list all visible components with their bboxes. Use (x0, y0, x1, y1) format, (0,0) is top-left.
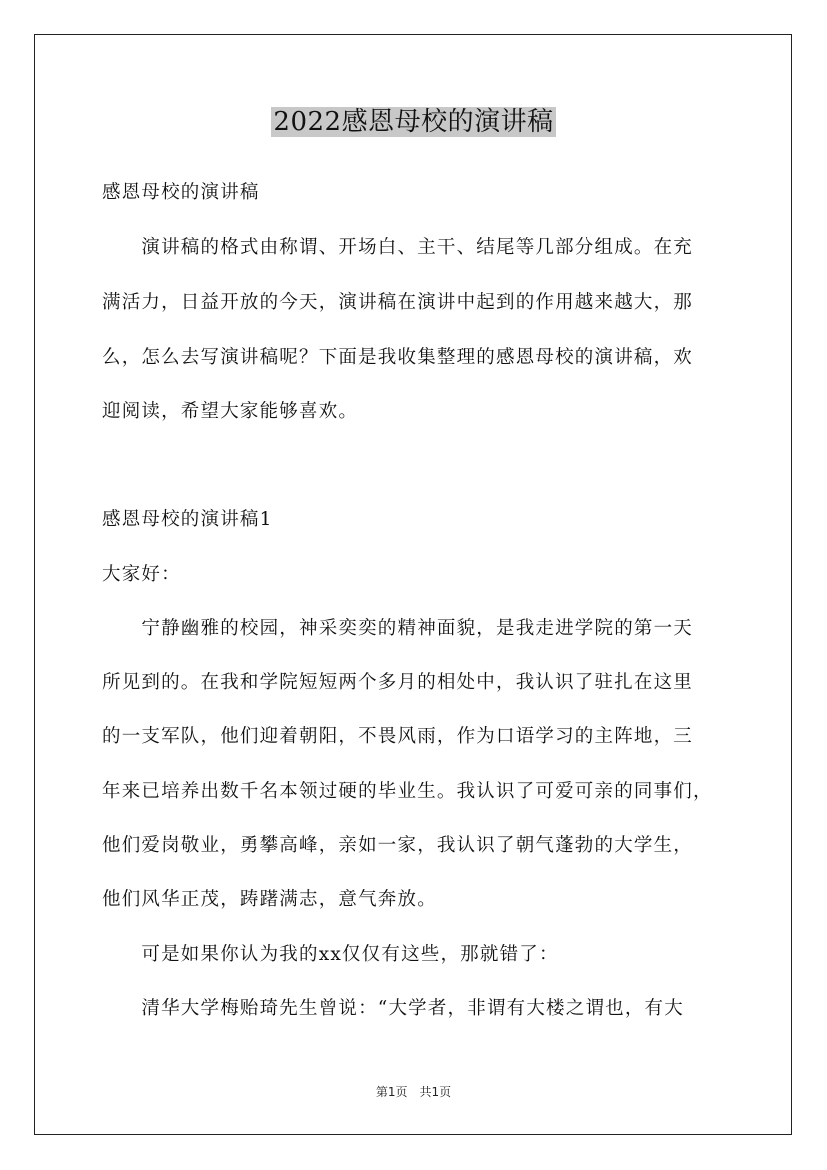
body-line: 的一支军队，他们迎着朝阳，不畏风雨，作为口语学习的主阵地，三 (102, 726, 694, 747)
body-line: 宁静幽雅的校园，神采奕奕的精神面貌，是我走进学院的第一天 (102, 618, 694, 639)
intro-line: 演讲稿的格式由称谓、开场白、主干、结尾等几部分组成。在充 (102, 237, 694, 258)
intro-line: 迎阅读，希望大家能够喜欢。 (102, 401, 359, 422)
body-line: 他们爱岗敬业，勇攀高峰，亲如一家，我认识了朝气蓬勃的大学生， (102, 835, 694, 856)
section-heading: 感恩母校的演讲稿1 (102, 509, 273, 530)
page-footer: 第1页 共1页 (375, 1085, 452, 1099)
body-line: 年来已培养出数千名本领过硬的毕业生。我认识了可爱可亲的同事们， (102, 781, 713, 802)
body-line: 他们风华正茂，踌躇满志，意气奔放。 (102, 889, 437, 910)
body-line: 可是如果你认为我的xx仅仅有这些，那就错了： (102, 944, 559, 965)
intro-line: 么，怎么去写演讲稿呢？下面是我收集整理的感恩母校的演讲稿，欢 (102, 347, 694, 368)
body-line: 清华大学梅贻琦先生曾说：“大学者，非谓有大楼之谓也，有大 (102, 998, 684, 1019)
document-title: 2022感恩母校的演讲稿 (273, 107, 554, 137)
greeting: 大家好： (102, 564, 181, 585)
body-line: 所见到的。在我和学院短短两个多月的相处中，我认识了驻扎在这里 (102, 672, 694, 693)
document-title-block (0, 102, 827, 142)
intro-line: 满活力，日益开放的今天，演讲稿在演讲中起到的作用越来越大，那 (102, 292, 694, 313)
subtitle: 感恩母校的演讲稿 (102, 182, 260, 203)
